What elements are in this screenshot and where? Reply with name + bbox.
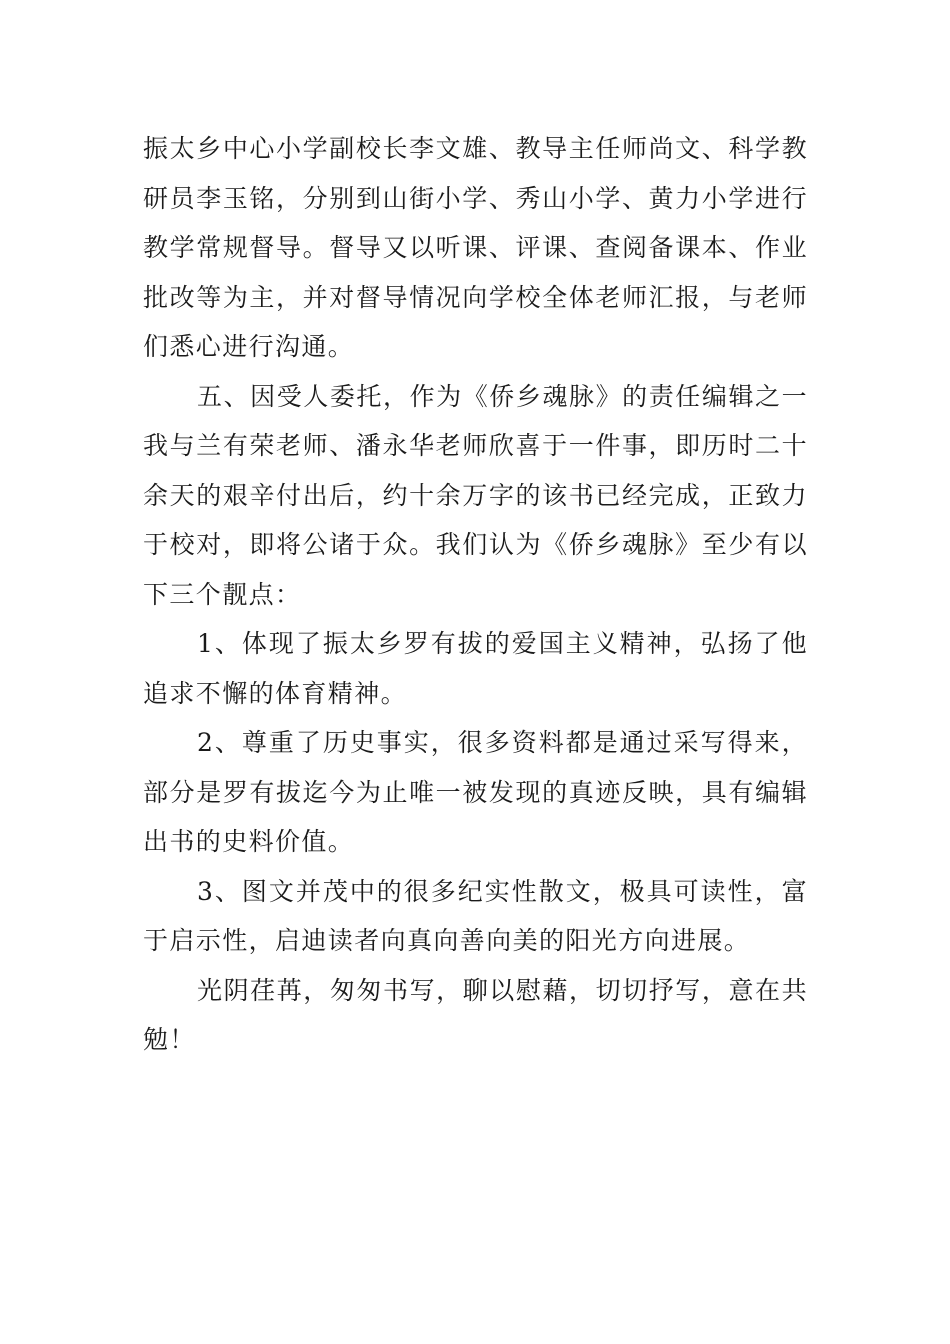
paragraph-closing: 光阴荏苒，匆匆书写，聊以慰藉，切切抒写，意在共勉！ <box>143 975 808 1054</box>
paragraph-point-3: 3、图文并茂中的很多纪实性散文，极具可读性，富于启示性，启迪读者向真向善向美的阳光方向进展。 <box>143 876 808 955</box>
paragraph-point-1: 1、体现了振太乡罗有拔的爱国主义精神，弘扬了他追求不懈的体育精神。 <box>143 629 808 708</box>
document-body <box>143 124 808 1065</box>
paragraph-point-2: 2、尊重了历史事实，很多资料都是通过采写得来，部分是罗有拔迄今为止唯一被发现的真迹反映，具有编辑出书的史料价值。 <box>143 728 808 856</box>
paragraph-section-five: 五、因受人委托，作为《侨乡魂脉》的责任编辑之一我与兰有荣老师、潘永华老师欣喜于一件事，即历时二十余天的艰辛付出后，约十余万字的该书已经完成，正致力于校对，即将公诸于众。我们认为《侨乡魂脉》至少有以下三个靓点： <box>143 381 808 609</box>
paragraph-continued: 振太乡中心小学副校长李文雄、教导主任师尚文、科学教研员李玉铭，分别到山街小学、秀山小学、黄力小学进行教学常规督导。督导又以听课、评课、查阅备课本、作业批改等为主，并对督导情况向学校全体老师汇报，与老师们悉心进行沟通。 <box>143 134 808 361</box>
